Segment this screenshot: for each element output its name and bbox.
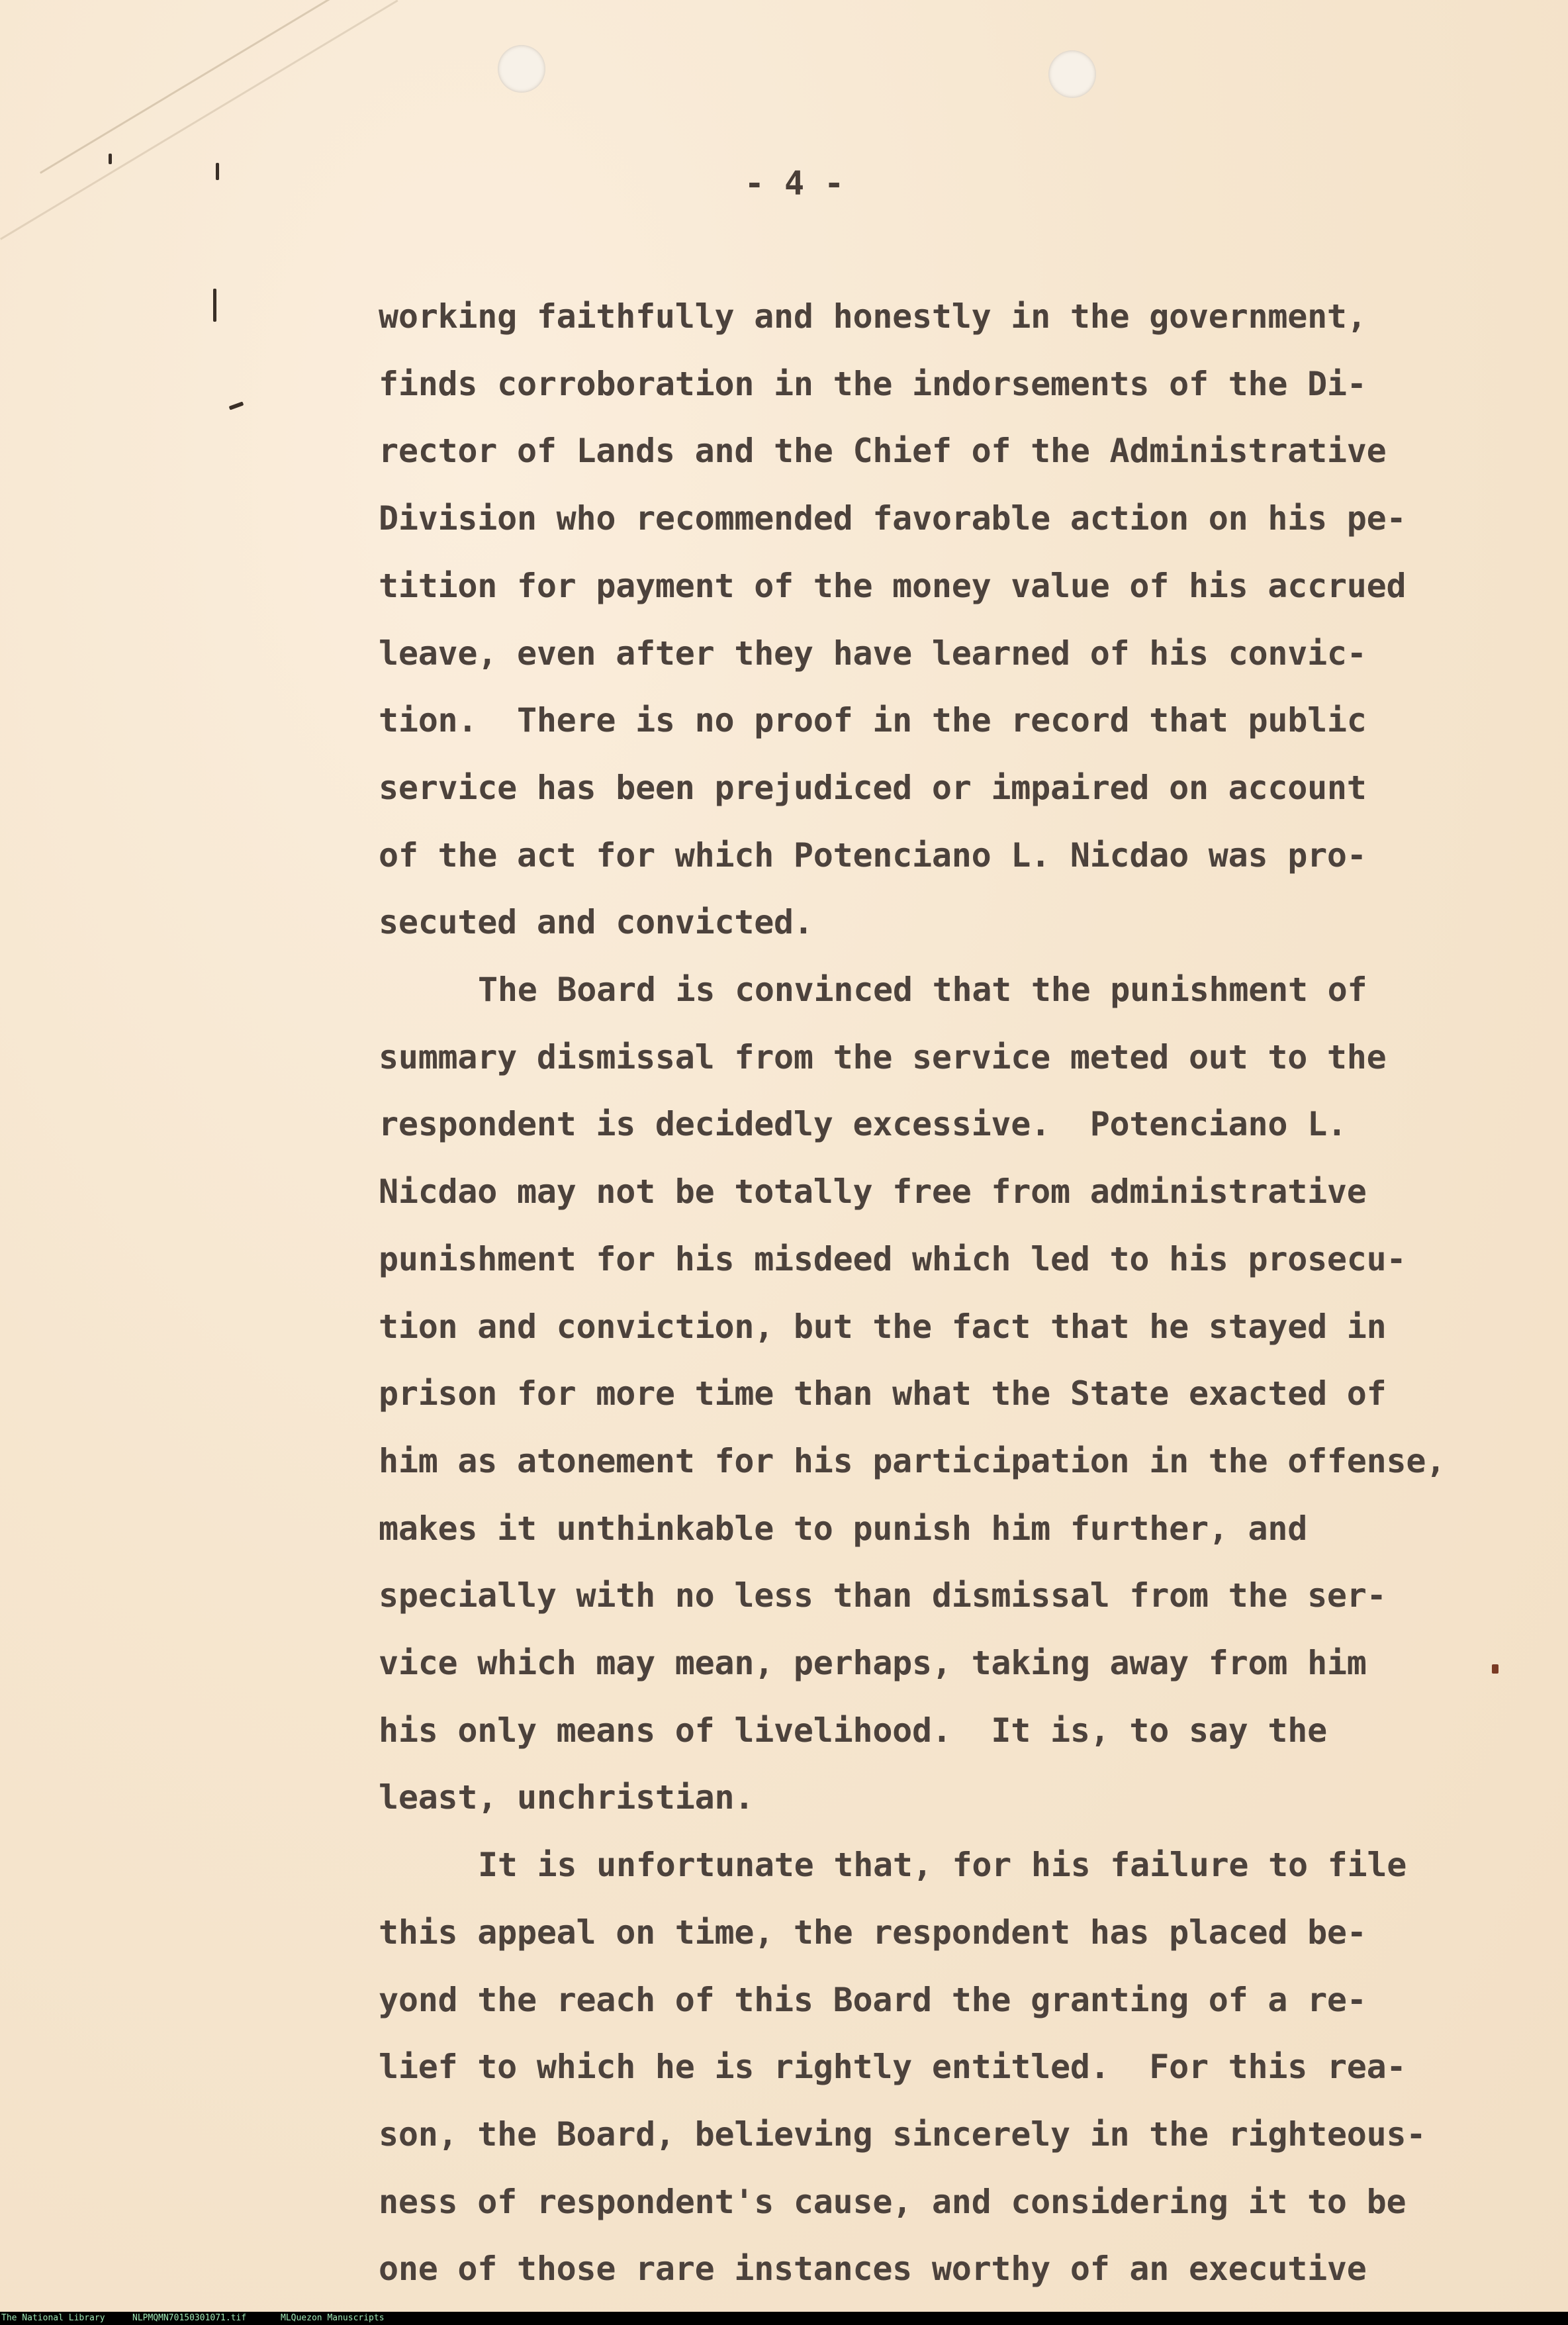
paper-fold-crease [40,0,551,174]
text-line: prison for more time than what the State exacted of [379,1374,1387,1413]
footer-library: The National Library [1,2313,105,2323]
text-line: rector of Lands and the Chief of the Administrative [379,432,1387,471]
punch-hole-left [498,45,545,93]
text-line: service has been prejudiced or impaired on account [379,768,1367,807]
punch-hole-right [1048,50,1096,98]
text-line: tition for payment of the money value of his accrued [379,566,1407,605]
text-line: of the act for which Potenciano L. Nicdao was pro- [379,835,1367,875]
text-line: this appeal on time, the respondent has placed be- [379,1913,1367,1952]
text-line: punishment for his misdeed which led to his prosecu- [379,1239,1407,1278]
text-line: respondent is decidedly excessive. Potenciano L. [379,1105,1347,1144]
text-line: vice which may mean, perhaps, taking away from him [379,1644,1367,1683]
text-line: It is unfortunate that, for his failure to file [478,1846,1407,1885]
text-line: specially with no less than dismissal from the ser- [379,1576,1387,1615]
text-line: son, the Board, believing sincerely in the righteous- [379,2114,1426,2154]
text-line: leave, even after they have learned of his convic- [379,634,1367,673]
text-line: The Board is convinced that the punishment of [478,971,1367,1010]
text-line: least, unchristian. [379,1778,755,1817]
text-line: him as atonement for his participation in the offense, [379,1441,1446,1480]
text-line: finds corroboration in the indorsements of the Di- [379,364,1367,403]
paper-fold-crease [0,0,398,240]
ink-mark [213,289,216,322]
text-line: tion and conviction, but the fact that he stayed in [379,1307,1387,1346]
text-line: Division who recommended favorable action on his pe- [379,499,1407,538]
text-line: Nicdao may not be totally free from administrative [379,1172,1367,1211]
text-line: makes it unthinkable to punish him further, and [379,1509,1308,1548]
footer-filename: NLPMQMN70150301071.tif [132,2313,247,2323]
footer-collection: MLQuezon Manuscripts [281,2313,385,2323]
ink-mark [216,163,219,180]
text-line: lief to which he is rightly entitled. For this rea- [379,2048,1407,2087]
text-line: his only means of livelihood. It is, to say the [379,1711,1327,1750]
body-text [379,283,1491,2303]
text-line: secuted and convicted. [379,903,813,942]
text-line: ness of respondent's cause, and considering it to be [379,2182,1407,2221]
text-line: one of those rare instances worthy of an executive [379,2250,1367,2289]
text-line: yond the reach of this Board the granting of a re- [379,1980,1367,2019]
page-number: - 4 - [744,164,845,203]
text-line: working faithfully and honestly in the government, [379,297,1367,336]
ink-mark [109,154,112,164]
text-line: summary dismissal from the service meted out to the [379,1037,1387,1076]
ink-spot [1492,1664,1499,1674]
archive-footer-bar [0,2312,1568,2325]
ink-mark [229,401,244,410]
text-line: tion. There is no proof in the record that public [379,701,1367,740]
